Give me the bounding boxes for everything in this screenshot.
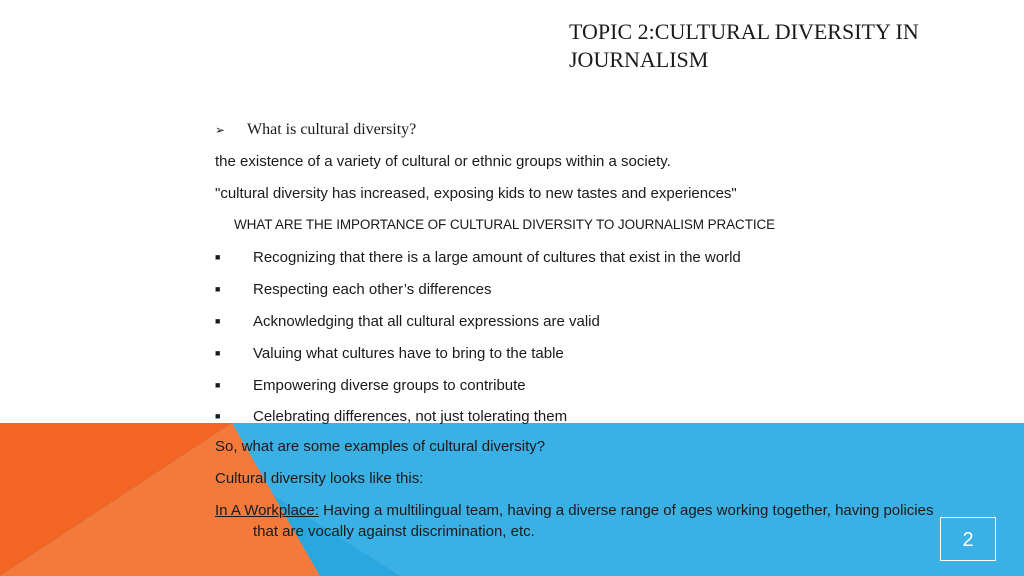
bullet-item: ■ Valuing what cultures have to bring to the table	[215, 345, 564, 362]
square-bullet-icon: ■	[215, 348, 221, 358]
question-line	[215, 120, 416, 140]
workplace-text: Having a multilingual team, having a diverse range of ages working together, having policies	[318, 502, 934, 519]
quote-text: "cultural diversity has increased, exposing kids to new tastes and experiences"	[215, 185, 737, 202]
workplace-label: In A Workplace:	[215, 502, 319, 519]
examples-question: So, what are some examples of cultural diversity?	[215, 438, 546, 455]
arrowhead-bullet-icon: ➢	[215, 123, 226, 137]
square-bullet-icon: ■	[215, 316, 221, 326]
square-bullet-icon: ■	[215, 284, 221, 294]
page-number: 2	[940, 517, 996, 561]
bullet-item: ■ Recognizing that there is a large amount of cultures that exist in the world	[215, 249, 741, 266]
bullet-item: ■ Respecting each other’s differences	[215, 281, 492, 298]
square-bullet-icon: ■	[215, 380, 221, 390]
slide-title: TOPIC 2:CULTURAL DIVERSITY IN JOURNALISM	[569, 19, 919, 72]
definition-text: the existence of a variety of cultural or ethnic groups within a society.	[215, 153, 671, 170]
bullet-item: ■ Acknowledging that all cultural expressions are valid	[215, 313, 600, 330]
bullet-item: ■ Celebrating differences, not just tolerating them	[215, 408, 568, 425]
square-bullet-icon: ■	[215, 252, 221, 262]
importance-heading: WHAT ARE THE IMPORTANCE OF CULTURAL DIVERSITY TO JOURNALISM PRACTICE	[234, 217, 776, 232]
bullet-item: ■ Empowering diverse groups to contribute	[215, 377, 526, 394]
workplace-example	[215, 500, 995, 542]
looks-like-text: Cultural diversity looks like this:	[215, 470, 424, 487]
question-text: What is cultural diversity?	[247, 121, 417, 138]
square-bullet-icon: ■	[215, 411, 221, 421]
workplace-text-continued: that are vocally against discrimination, etc.	[253, 523, 535, 540]
